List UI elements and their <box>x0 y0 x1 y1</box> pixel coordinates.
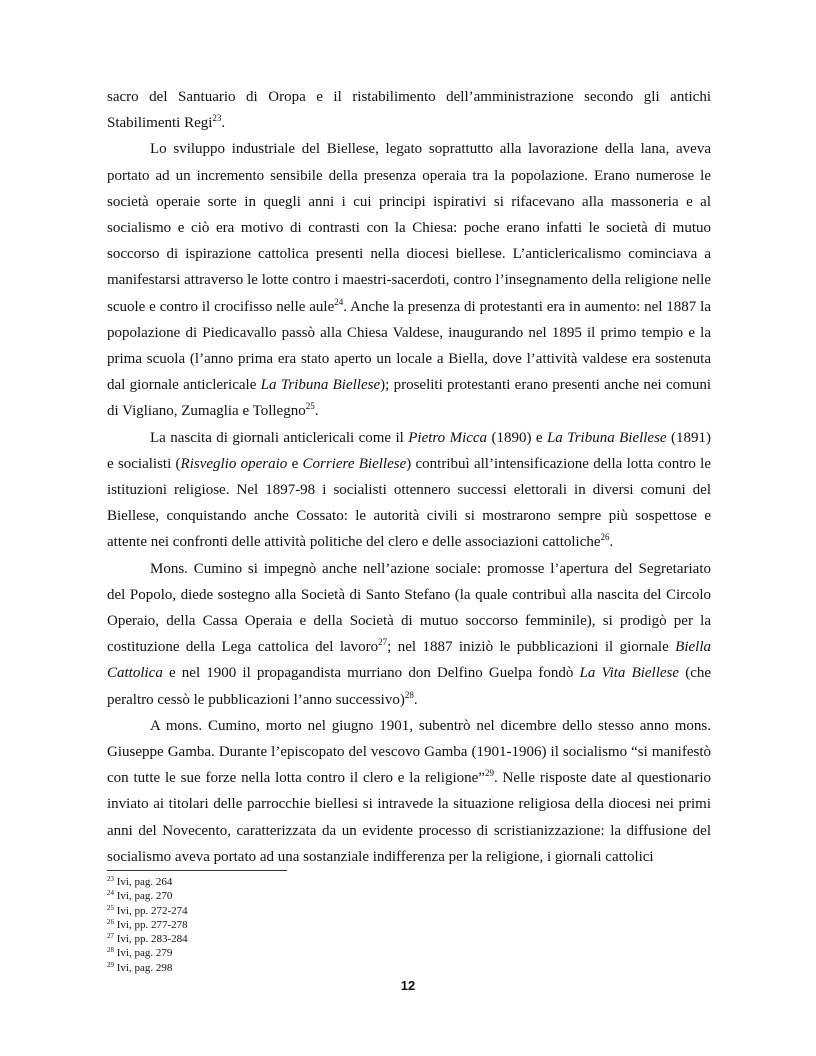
text-run: e <box>287 455 303 472</box>
footnote-text: Ivi, pag. 264 <box>114 876 173 888</box>
text-run: (1891) e socialisti ( <box>107 429 711 472</box>
footnote-number: 25 <box>107 903 114 912</box>
italic-title: Biella Cattolica <box>107 639 711 682</box>
text-run: ; nel 1887 iniziò le pubblicazioni il giornale <box>387 639 676 656</box>
text-run: sacro del Santuario di Oropa e il ristabilimento dell’amministrazione secondo gli antichi Stabilimenti Regi <box>107 89 711 132</box>
text-run: . <box>609 534 614 551</box>
footnote-number: 23 <box>107 875 114 883</box>
text-run: ); proseliti protestanti erano presenti anche nei comuni di Vigliano, Zumaglia e Tollegno <box>107 377 711 420</box>
text-run: . Anche la presenza di protestanti era in aumento: nel 1887 la popolazione di Piedicavallo passò alla Chiesa Valdese, inaugurando nel 1895 il primo tempio e la prima scuola (l’anno prima era stato aperto un locale a Biella, dove l’attività valdese era sostenuta dal giornale anticlericale <box>107 298 711 394</box>
footnote <box>107 946 407 960</box>
footnote <box>107 961 407 975</box>
footnote-ref: 27 <box>378 637 388 648</box>
footnote-number: 27 <box>107 932 114 941</box>
text-run: Mons. Cumino si impegnò anche nell’azione sociale: promosse l’apertura del Segretariato del Popolo, diede sostegno alla Società di Santo Stefano (la quale contribuì alla nascita del Circolo Operaio, della Cassa Operaia e della Società di mutuo soccorso femminile), si prodigò per la costituzione della Lega cattolica del lavoro <box>107 560 711 656</box>
footnotes <box>107 875 407 975</box>
footnote <box>107 918 407 932</box>
text-run: e nel 1900 il propagandista murriano don Delfino Guelpa fondò <box>162 665 580 682</box>
footnote-text: Ivi, pag. 298 <box>114 961 173 974</box>
footnote-text: Ivi, pp. 272-274 <box>114 904 188 917</box>
page-number: 12 <box>400 978 416 993</box>
footnote-ref: 23 <box>212 113 222 124</box>
body-text <box>107 84 711 870</box>
footnote-ref: 26 <box>600 532 610 543</box>
text-run: (1890) e <box>487 429 547 446</box>
paragraph <box>107 136 711 424</box>
paragraph <box>107 84 711 136</box>
text-run: La nascita di giornali anticlericali come il <box>150 429 409 446</box>
footnote-separator <box>107 870 287 871</box>
italic-title: Corriere Biellese <box>302 455 407 472</box>
footnote <box>107 932 407 946</box>
footnote-number: 26 <box>107 917 114 926</box>
footnote-text: Ivi, pp. 277-278 <box>114 918 188 931</box>
footnote-ref: 28 <box>404 689 414 700</box>
text-run: (che peraltro cessò le pubblicazioni l’anno successivo) <box>107 665 712 708</box>
text-run: . <box>314 403 319 420</box>
footnote-ref: 29 <box>484 768 494 779</box>
footnote-text: Ivi, pag. 279 <box>114 947 173 960</box>
text-run: . <box>221 115 226 132</box>
italic-title: La Vita Biellese <box>579 665 680 682</box>
footnote <box>107 889 407 903</box>
italic-title: La Tribuna Biellese <box>546 429 667 446</box>
footnote-text: Ivi, pp. 283-284 <box>114 933 188 946</box>
footnote <box>107 875 407 889</box>
italic-title: La Tribuna Biellese <box>260 377 381 394</box>
footnote-number: 28 <box>107 946 114 955</box>
text-run: Lo sviluppo industriale del Biellese, legato soprattutto alla lavorazione della lana, aveva portato ad un incremento sensibile della presenza operaia tra la popolazione. Erano numerose le società operaie sorte in quegli anni i cui principi ispirativi si rifacevano alla massoneria e al socialismo e ciò era motivo di contrasti con la Chiesa: poche erano infatti le società di mutuo soccorso di ispirazione cattolica presenti nella diocesi biellese. L’anticlericalismo cominciava a manifestarsi attraverso le lotte contro i maestri-sacerdoti, contro l’insegnamento della religione nelle scuole e contro il crocifisso nelle aule <box>107 141 711 315</box>
footnote-number: 29 <box>107 960 114 969</box>
text-run: . Nelle risposte date al questionario inviato ai titolari delle parrocchie biellesi si intravede la situazione religiosa della diocesi nei primi anni del Novecento, caratterizzata da un evidente processo di scristianizzazione: la diffusione del socialismo aveva portato ad una sostanziale indifferenza per la religione, i giornali cattolici <box>107 770 711 865</box>
italic-title: Risveglio operaio <box>180 455 288 472</box>
paragraph <box>107 425 711 556</box>
paragraph <box>107 556 711 713</box>
footnote-text: Ivi, pag. 270 <box>114 890 173 903</box>
footnote-ref: 25 <box>305 401 315 412</box>
footnote-number: 24 <box>107 889 114 898</box>
italic-title: Pietro Micca <box>408 429 488 446</box>
footnote-ref: 24 <box>334 296 344 307</box>
text-run: A mons. Cumino, morto nel giugno 1901, subentrò nel dicembre dello stesso anno mons. Giuseppe Gamba. Durante l’episcopato del vescovo Gamba (1901-1906) il socialismo “si manifestò con tutte le sue forze nella lotta contro il clero e la religione” <box>107 717 711 787</box>
paragraph <box>107 713 711 870</box>
footnote <box>107 904 407 918</box>
text-run: ) contribuì all’intensificazione della lotta contro le istituzioni religiose. Nel 1897-98 i socialisti ottennero successi elettorali in diversi comuni del Biellese, conquistando anche Cossato: le autorità civili si mostrarono sempre più sospettose e attente nei confronti delle attività politiche del clero e delle associazioni cattoliche <box>107 455 711 551</box>
text-run: . <box>413 691 418 708</box>
